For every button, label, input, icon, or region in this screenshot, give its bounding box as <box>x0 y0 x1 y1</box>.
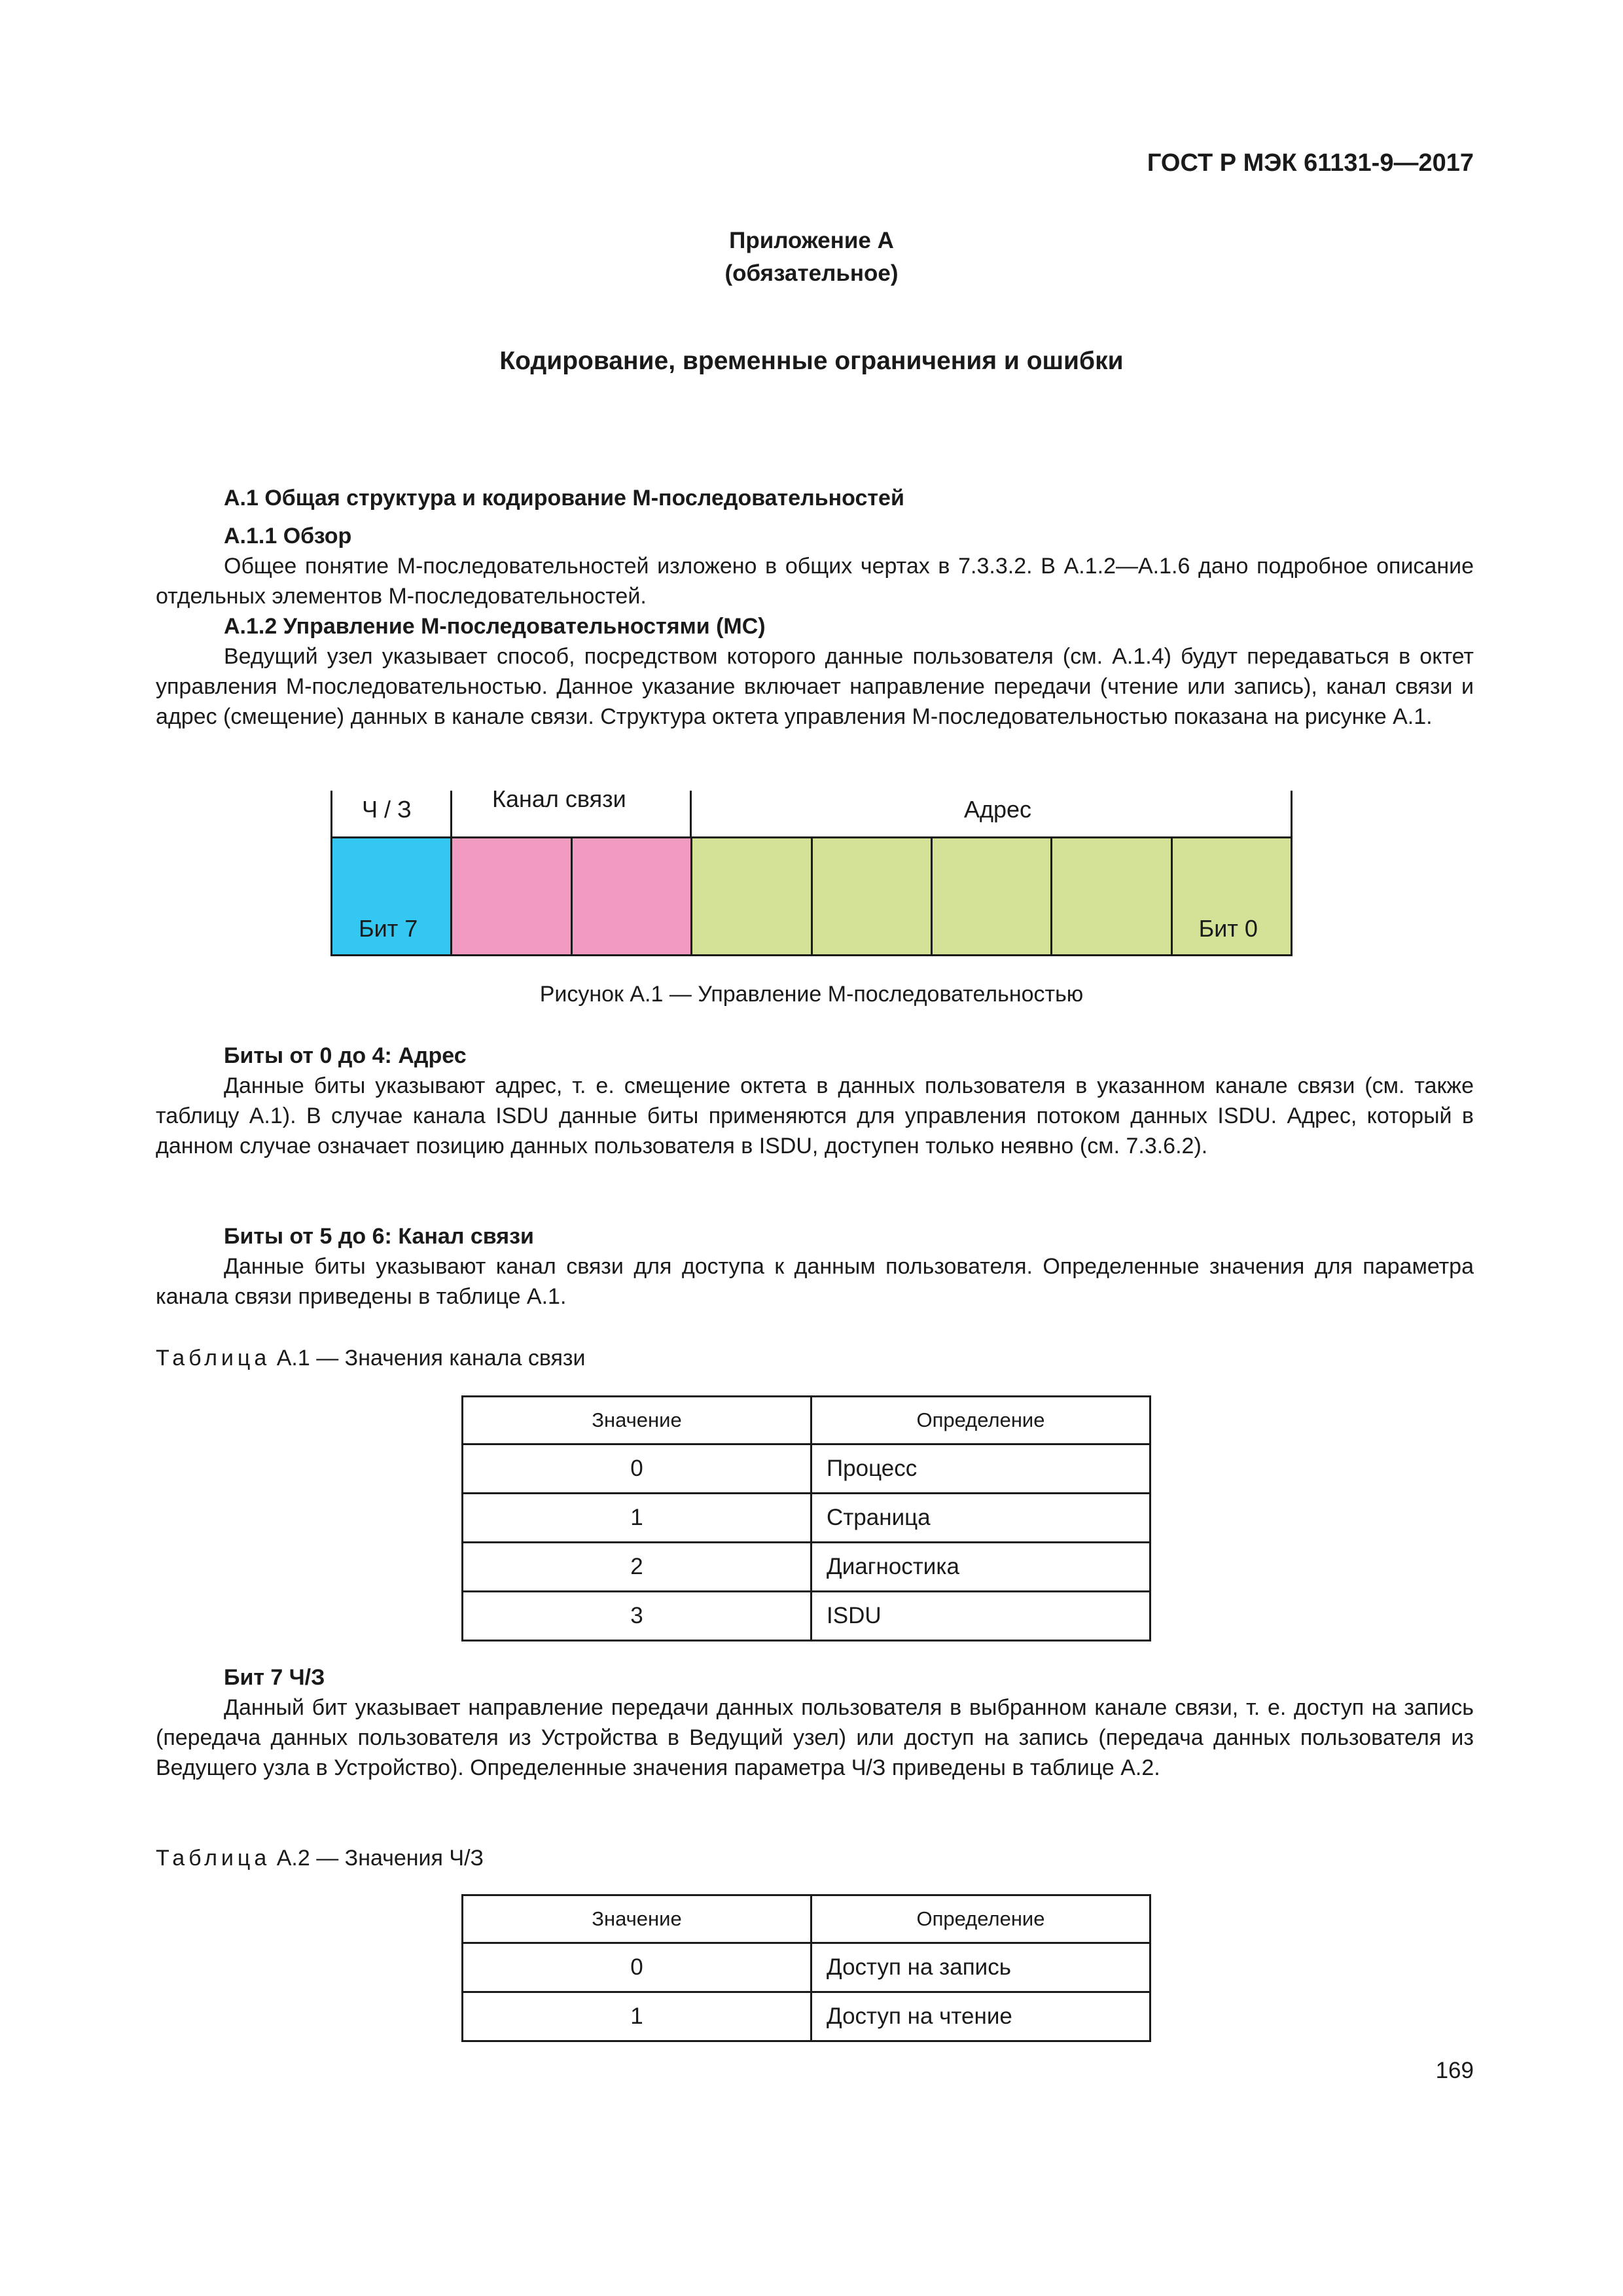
bit7-section <box>156 1662 1474 1783</box>
section-a1-heading: А.1 Общая структура и кодирование М-последовательностей <box>224 486 904 511</box>
figure-divider <box>1291 791 1293 836</box>
bit-cell-0 <box>1173 838 1291 954</box>
table-rw-values <box>461 1894 1151 2042</box>
table-row <box>463 1543 1150 1592</box>
section-a11-heading: А.1.1 Обзор <box>224 524 352 548</box>
table-header-row <box>463 1895 1150 1943</box>
table-cell-value: 3 <box>463 1592 812 1641</box>
bit-cell-1 <box>1052 838 1172 954</box>
bit7-label: Бит 7 <box>359 915 418 942</box>
figure-label-channel: Канал связи <box>492 785 626 812</box>
table-cell-definition: Процесс <box>812 1444 1150 1494</box>
table-row <box>463 1444 1150 1494</box>
table1-title-word: Таблица <box>156 1346 271 1371</box>
table-cell-value: 2 <box>463 1543 812 1592</box>
table-cell-value: 0 <box>463 1943 812 1992</box>
annex-title <box>0 224 1623 290</box>
figure-divider <box>330 791 332 836</box>
bit0-label: Бит 0 <box>1198 915 1258 942</box>
bit-cell-5 <box>573 838 692 954</box>
section-a12-heading: А.1.2 Управление М-последовательностями (МС) <box>224 614 766 639</box>
table-header-cell: Определение <box>812 1895 1150 1943</box>
figure-label-rw: Ч / З <box>362 796 412 823</box>
bits56-heading: Биты от 5 до 6: Канал связи <box>224 1224 534 1249</box>
table-cell-definition: Доступ на чтение <box>812 1992 1150 2041</box>
table-row <box>463 1592 1150 1641</box>
bits56-text: Данные биты указывают канал связи для доступа к данным пользователя. Определенные значения для параметра канала связи приведены в таблице А.1. <box>156 1254 1474 1309</box>
section-a11-text: Общее понятие М-последовательностей изложено в общих чертах в 7.3.3.2. В А.1.2—А.1.6 дано подробное описание отдельных элементов М-последовательностей. <box>156 554 1474 609</box>
table-header-cell: Значение <box>463 1397 812 1444</box>
table-cell-definition: Страница <box>812 1494 1150 1543</box>
annex-status: (обязательное) <box>724 260 899 286</box>
table-channel-values <box>461 1395 1151 1641</box>
table-row <box>463 1943 1150 1992</box>
table1-title <box>156 1343 1474 1373</box>
table-cell-value: 1 <box>463 1494 812 1543</box>
table-cell-definition: Доступ на запись <box>812 1943 1150 1992</box>
bit-cell-3 <box>813 838 933 954</box>
octet-bits <box>330 836 1293 956</box>
table2-title-rest: А.2 — Значения Ч/З <box>270 1846 484 1871</box>
section-a12-text: Ведущий узел указывает способ, посредством которого данные пользователя (см. А.1.4) будут передаваться в октет управления М-последовательностью. Данное указание включает направление передачи (чтение или запись), канал связи и адрес (смещение) данных в канале связи. Структура октета управления М-последовательностью показана на рисунке А.1. <box>156 644 1474 729</box>
bit7-heading: Бит 7 Ч/З <box>224 1665 325 1690</box>
table2-title <box>156 1843 1474 1873</box>
bit-cell-4 <box>692 838 812 954</box>
bits04-section <box>156 1041 1474 1161</box>
document-code: ГОСТ Р МЭК 61131-9—2017 <box>1147 149 1474 177</box>
bits56-section <box>156 1221 1474 1312</box>
figure-caption: Рисунок А.1 — Управление М-последовательностью <box>539 982 1084 1007</box>
bits04-text: Данные биты указывают адрес, т. е. смещение октета в данных пользователя в указанном канале связи (см. также таблицу А.1). В случае канала ISDU данные биты применяются для управления потоком данных ISDU. Адрес, который в данном случае означает позицию данных пользователя в ISDU, доступен только неявно (см. 7.3.6.2). <box>156 1073 1474 1158</box>
table-header-cell: Значение <box>463 1895 812 1943</box>
mc-octet-figure <box>330 785 1293 960</box>
bit-cell-2 <box>933 838 1052 954</box>
table-row <box>463 1494 1150 1543</box>
bits04-heading: Биты от 0 до 4: Адрес <box>224 1043 467 1068</box>
table-cell-value: 0 <box>463 1444 812 1494</box>
table-row <box>463 1992 1150 2041</box>
table-header-cell: Определение <box>812 1397 1150 1444</box>
figure-divider <box>450 791 452 836</box>
table-cell-definition: ISDU <box>812 1592 1150 1641</box>
table2-title-word: Таблица <box>156 1846 271 1871</box>
bit-cell-7 <box>332 838 452 954</box>
table-header-row <box>463 1397 1150 1444</box>
table-cell-value: 1 <box>463 1992 812 2041</box>
table1-title-rest: А.1 — Значения канала связи <box>270 1346 586 1371</box>
bit-cell-6 <box>452 838 572 954</box>
page-title: Кодирование, временные ограничения и ошибки <box>499 347 1124 375</box>
table-cell-definition: Диагностика <box>812 1543 1150 1592</box>
page-number: 169 <box>1435 2058 1474 2083</box>
figure-label-address: Адрес <box>964 796 1032 823</box>
intro-section <box>156 483 1474 732</box>
figure-divider <box>690 791 692 836</box>
bit7-text: Данный бит указывает направление передачи данных пользователя в выбранном канале связи, т. е. доступ на запись (передача данных пользователя из Устройства в Ведущий узел) или доступ на запись (передача данных пользователя из Ведущего узла в Устройство). Определенные значения параметра Ч/З приведены в таблице А.2. <box>156 1695 1474 1780</box>
annex-label: Приложение А <box>729 228 894 253</box>
